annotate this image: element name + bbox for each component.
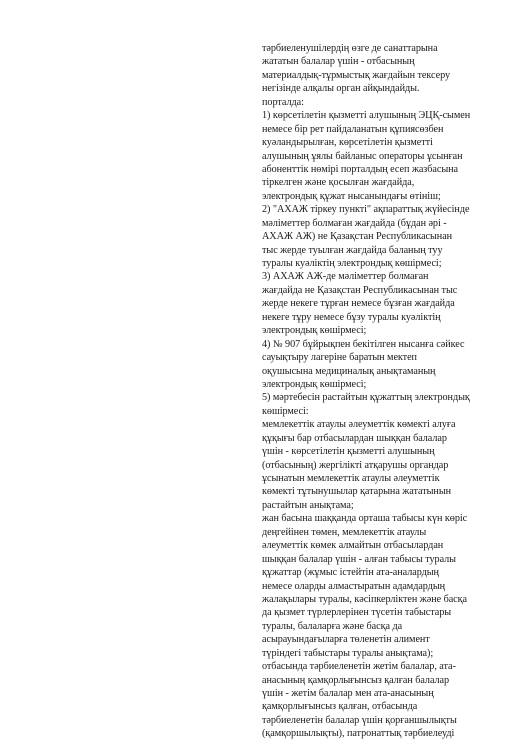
text-line: тәрбиеленушілердің өзге де санаттарына <box>262 43 438 54</box>
text-line: асырауындағыларға төленетін алимент <box>262 634 430 646</box>
text-line: мәліметтер болмаған жағдайда (бұдан әрі - <box>262 217 447 229</box>
text-line: тыс жерде туылған жағдайда баланың туу <box>262 244 443 256</box>
text-line: АХАЖ АЖ) не Қазақстан Республикасынан <box>262 231 453 243</box>
text-line: жататын балалар үшін - отбасының <box>262 56 415 68</box>
text-line: әлеуметтік көмек алмайтын отбасылардан <box>262 540 444 552</box>
text-line: қамқорлығынсыз қалған, отбасында <box>262 701 418 713</box>
text-line: сауықтыру лагеріне баратын мектеп <box>262 352 417 364</box>
text-line: түріндегі табыстары туралы анықтама); <box>262 647 434 659</box>
text-line: туралы, балаларға және басқа да <box>262 620 403 632</box>
text-line: некеге тұру немесе бұзу туралы куәліктің <box>262 311 441 323</box>
text-line: көмекті тұтынушылар қатарына жататынын <box>262 486 452 498</box>
text-line: тіркелген және қосылған жағдайда, <box>262 177 415 189</box>
text-line: электрондық көшірмесі; <box>262 325 367 337</box>
text-line: 2) "АХАЖ тіркеу пункті" ақпараттық жүйесінде <box>262 204 470 216</box>
text-line: оқушысына медициналық анықтаманың <box>262 365 436 377</box>
text-line: немесе оларды алмастыратын адамдардың <box>262 580 446 592</box>
text-line: жерде некеге тұрған немесе бұзған жағдайда <box>262 298 455 310</box>
text-line: деңгейінен төмен, мемлекеттік атаулы <box>262 526 427 538</box>
text-line: 3) АХАЖ АЖ-де мәліметтер болмаған <box>262 271 429 283</box>
text-line: алушының ұялы байланыс операторы ұсынған <box>262 150 463 162</box>
text-line: негізінде алқалы орган айқындайды. <box>262 83 420 95</box>
text-line: электрондық көшірмесі; <box>262 378 367 390</box>
text-line: жалақылары туралы, кәсіпкерліктен және басқа <box>262 593 468 605</box>
text-line: анасының қамқорлығынсыз қалған балалар <box>262 674 450 686</box>
text-line: абоненттік нөмірі порталдың есеп жазбасына <box>262 163 459 175</box>
text-line: туралы куәліктің электрондық көшірмесі; <box>262 258 442 269</box>
text-line: көшірмесі: <box>262 405 309 417</box>
text-line: отбасында тәрбиеленетін жетім балалар, ата- <box>262 661 456 673</box>
text-line: мемлекеттік атаулы әлеуметтік көмекті алуға <box>262 419 456 431</box>
text-line: құқығы бар отбасылардан шыққан балалар <box>262 432 447 444</box>
document-text-column <box>262 42 474 741</box>
text-line: 1) көрсетілетін қызметті алушының ЭЦҚ-сымен <box>262 110 471 122</box>
text-line: материалдық-тұрмыстық жағдайын тексеру <box>262 69 451 81</box>
text-line: жағдайда не Қазақстан Республикасынан тыс <box>262 284 458 296</box>
text-line: үшін - жетім балалар мен ата-анасының <box>262 688 434 699</box>
text-line: тәрбиеленетін балалар үшін қорғаншылықты <box>262 714 457 726</box>
text-line: шыққан балалар үшін - алған табысы туралы <box>262 553 456 565</box>
text-line: құжаттар (жұмыс істейтін ата-аналардың <box>262 567 439 579</box>
text-line: порталда: <box>262 96 304 108</box>
text-line: ұсынатын мемлекеттік атаулы әлеуметтік <box>262 473 440 484</box>
text-line: куәландырылған, көрсетілетін қызметті <box>262 137 433 149</box>
text-line: да қызмет түрлерлерінен түсетін табыстары <box>262 607 452 619</box>
text-line: 4) № 907 бұйрықпен бекітілген нысанға сәйкес <box>262 338 465 350</box>
text-line: немесе бір рет пайдаланатын құпиясөзбен <box>262 123 444 135</box>
text-line: 5) мәртебесін растайтын құжаттың электрондық <box>262 392 470 404</box>
text-line: үшін - көрсетілетін қызметті алушының <box>262 446 435 458</box>
text-line: жан басына шаққанда орташа табысы күн көріс <box>262 513 468 525</box>
text-line: (қамқоршылықты), патронаттық тәрбиелеуді <box>262 728 455 740</box>
text-line: растайтын анықтама; <box>262 499 354 511</box>
text-line: электрондық құжат нысанындағы өтініш; <box>262 190 441 202</box>
text-line: (отбасының) жергілікті атқарушы органдар <box>262 459 449 471</box>
